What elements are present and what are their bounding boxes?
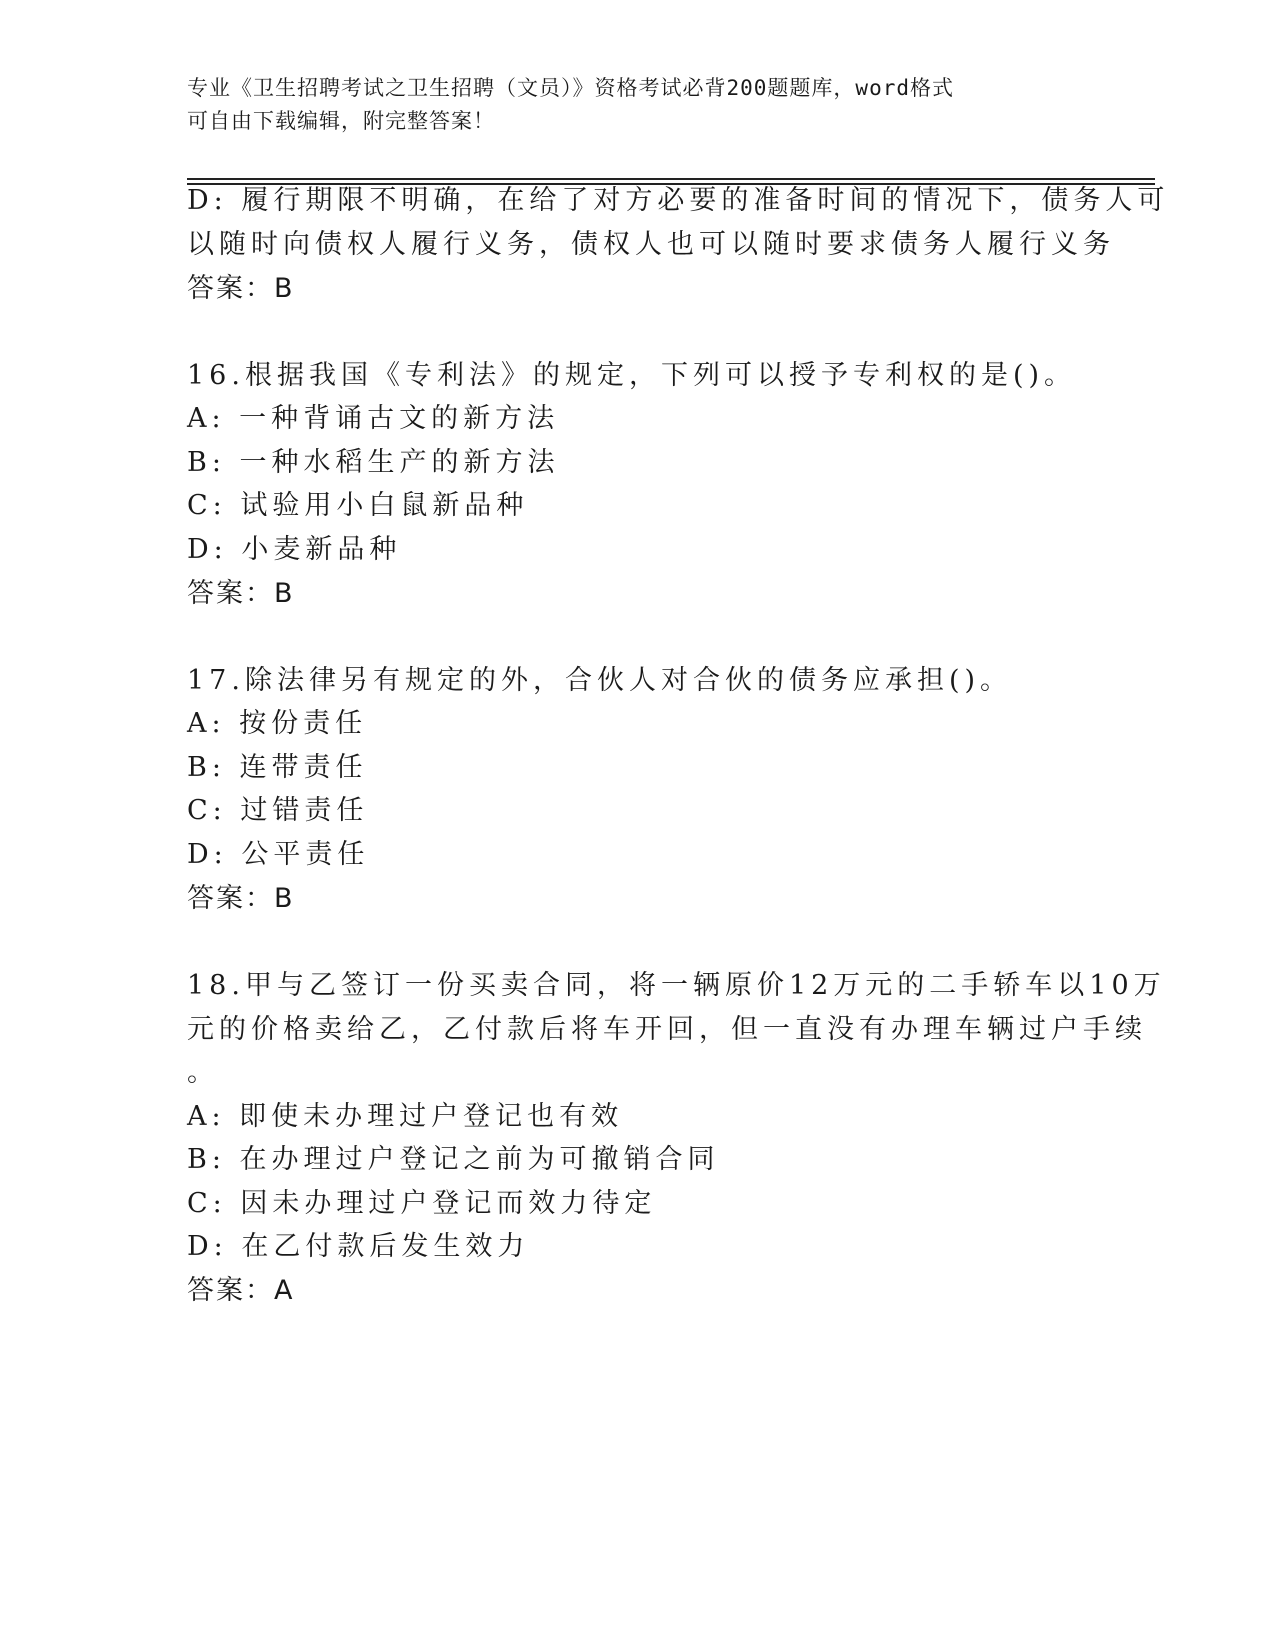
q18-option-b: B: 在办理过户登记之前为可撤销合同 — [187, 1144, 720, 1175]
q18-option-c: C: 因未办理过户登记而效力待定 — [187, 1188, 657, 1219]
q15-option-d-line2: 以随时向债权人履行义务，债权人也可以随时要求债务人履行义务 — [187, 229, 1115, 260]
q17-answer: 答案：B — [187, 883, 295, 914]
q18-question-line3: 。 — [187, 1057, 219, 1088]
header-title-line2: 可自由下载编辑，附完整答案！ — [187, 109, 495, 133]
q16-option-b: B: 一种水稻生产的新方法 — [187, 447, 560, 478]
q16-question: 16.根据我国《专利法》的规定，下列可以授予专利权的是()。 — [187, 360, 1077, 391]
q18-option-d: D: 在乙付款后发生效力 — [187, 1231, 530, 1262]
document-header — [187, 72, 1087, 138]
q16-option-d: D: 小麦新品种 — [187, 534, 402, 565]
header-divider-top — [187, 178, 1155, 180]
q15-option-d-line1: D: 履行期限不明确，在给了对方必要的准备时间的情况下，债务人可 — [187, 185, 1170, 216]
q18-option-a: A: 即使未办理过户登记也有效 — [187, 1101, 624, 1132]
q16-option-a: A: 一种背诵古文的新方法 — [187, 403, 560, 434]
q18-question-line2: 元的价格卖给乙，乙付款后将车开回，但一直没有办理车辆过户手续 — [187, 1014, 1147, 1045]
q17-option-d: D: 公平责任 — [187, 839, 370, 870]
q17-option-a: A: 按份责任 — [187, 708, 368, 739]
q17-question: 17.除法律另有规定的外，合伙人对合伙的债务应承担()。 — [187, 665, 1013, 696]
q17-option-b: B: 连带责任 — [187, 752, 368, 783]
q16-answer: 答案：B — [187, 578, 295, 609]
q17-option-c: C: 过错责任 — [187, 795, 369, 826]
q15-answer: 答案：B — [187, 273, 295, 304]
q18-question-line1: 18.甲与乙签订一份买卖合同，将一辆原价12万元的二手轿车以10万 — [187, 970, 1166, 1001]
header-title-line1: 专业《卫生招聘考试之卫生招聘（文员）》资格考试必背200题题库，word格式 — [187, 76, 954, 100]
q18-answer: 答案：A — [187, 1275, 295, 1306]
q16-option-c: C: 试验用小白鼠新品种 — [187, 490, 529, 521]
